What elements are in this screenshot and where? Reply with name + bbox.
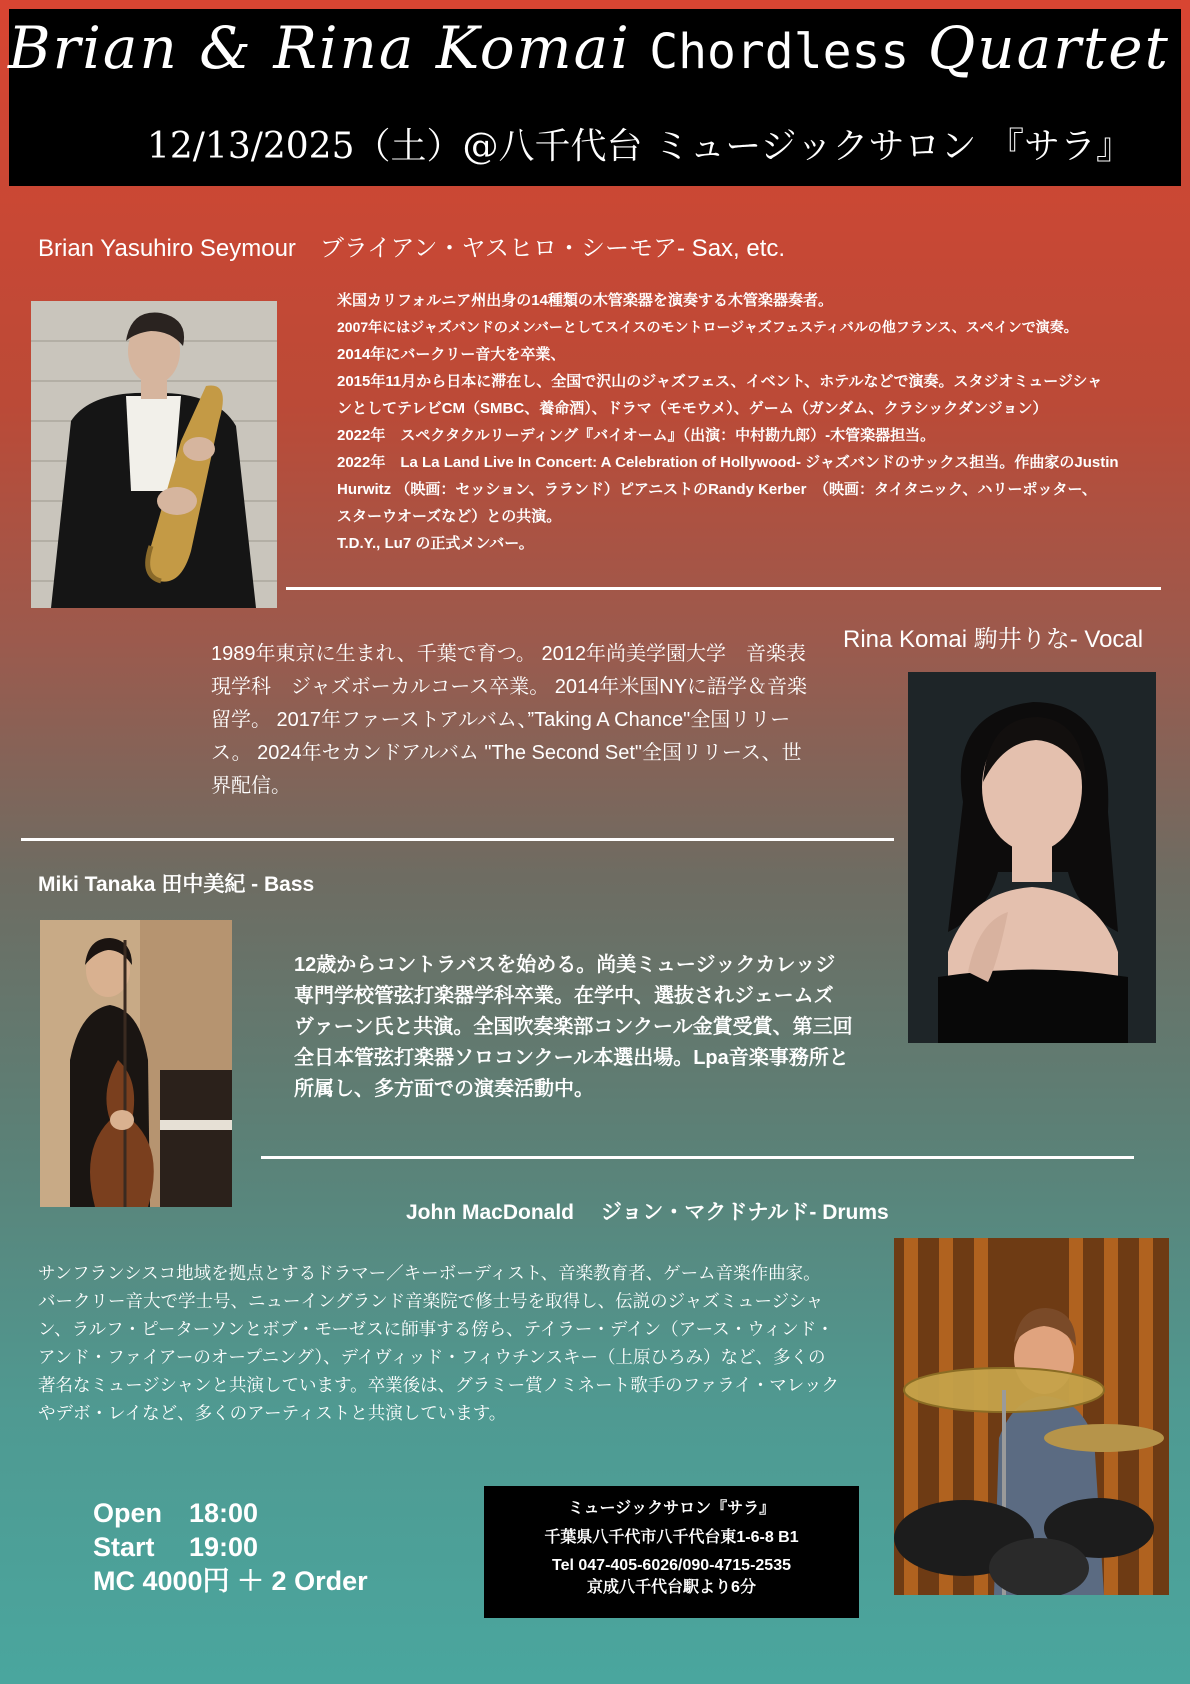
- brian-bio-line: T.D.Y., Lu7 の正式メンバー。: [337, 535, 534, 552]
- miki-bio-line: 専門学校管弦打楽器学科卒業。在学中、選抜されジェームズ: [294, 985, 834, 1007]
- miki-bio-line: 全日本管弦打楽器ソロコンクール本選出場。Lpa音楽事務所と: [294, 1047, 849, 1069]
- rina-heading: Rina Komai 駒井りな- Vocal: [843, 626, 1144, 653]
- john-bio-line: バークリー音大で学士号、ニューイングランド音楽院で修士号を取得し、伝説のジャズミュージシャ: [38, 1291, 824, 1311]
- event-times: [93, 1496, 368, 1598]
- venue-access: 京成八千代台駅より6分: [587, 1579, 756, 1596]
- miki-bio-line: 12歳からコントラバスを始める。尚美ミュージックカレッジ: [294, 954, 836, 976]
- open-time: Open 18:00: [93, 1498, 259, 1528]
- rina-bio-line: 1989年東京に生まれ、千葉で育つ。 2012年尚美学園大学 音楽表: [211, 643, 806, 665]
- brian-bio-line: 2015年11月から日本に滞在し、全国で沢山のジャズフェス、イベント、ホテルなどで演奏。スタジオミュージシャ: [337, 373, 1103, 390]
- section-divider: [286, 587, 1161, 590]
- rina-bio-line: 現学科 ジャズボーカルコース卒業。 2014年米国NYに語学＆音楽: [211, 676, 808, 698]
- john-bio-line: アンド・ファイアーのオープニング）、デイヴィッド・フィウチンスキー（上原ひろみ）など、多くの: [38, 1347, 826, 1367]
- music-charge: MC 4000円 ＋ 2 Order: [93, 1566, 368, 1596]
- rina-bio-line: 留学。 2017年ファーストアルバム、”Taking A Chance"全国リリー: [211, 709, 791, 731]
- brian-heading: Brian Yasuhiro Seymour ブライアン・ヤスヒロ・シーモア- Sax, etc.: [38, 235, 786, 262]
- rina-bio-line: ス。 2024年セカンドアルバム "The Second Set"全国リリース、世: [211, 742, 802, 764]
- miki-heading: Miki Tanaka 田中美紀 - Bass: [38, 873, 315, 896]
- band-title-mono: Chordless: [649, 24, 910, 80]
- brian-bio-line: Hurwitz （映画：セッション、ラランド）ピアニストのRandy Kerber （映画：タイタニック、ハリーポッター、: [337, 481, 1097, 498]
- john-bio-line: ン、ラルフ・ピーターソンとボブ・モーゼスに師事する傍ら、テイラー・デイン（アース・ウィンド・: [38, 1319, 834, 1339]
- brian-bio-line: 米国カリフォルニア州出身の14種類の木管楽器を演奏する木管楽器奏者。: [337, 292, 833, 309]
- miki-bio-line: 所属し、多方面での演奏活動中。: [294, 1078, 594, 1100]
- john-bio-line: サンフランシスコ地域を拠点とするドラマー／キーボーディスト、音楽教育者、ゲーム音楽作曲家。: [38, 1263, 821, 1283]
- band-title: [8, 14, 1168, 110]
- brian-bio-line: 2007年にはジャズバンドのメンバーとしてスイスのモントロージャズフェスティバルの他フランス、スペインで演奏。: [337, 319, 1078, 335]
- brian-bio-line: 2022年 スペクタクルリーディング『バイオーム』（出演：中村勘九郎）-木管楽器担当。: [337, 427, 936, 444]
- band-title-script-1: Brian & Rina Komai: [8, 14, 631, 82]
- john-bio-line: やデボ・レイなど、多くのアーティストと共演しています。: [38, 1403, 507, 1423]
- miki-bio-line: ヴァーン氏と共演。全国吹奏楽部コンクール金賞受賞、第三回: [294, 1016, 853, 1038]
- brian-photo: [31, 301, 277, 608]
- rina-bio-line: 界配信。: [211, 775, 291, 797]
- brian-bio-line: スターウオーズなど）との共演。: [337, 508, 562, 525]
- john-photo: [894, 1238, 1169, 1595]
- john-heading: John MacDonald ジョン・マクドナルド- Drums: [406, 1201, 889, 1224]
- brian-bio-line: 2022年 La La Land Live In Concert: A Celebration of Hollywood- ジャズバンドのサックス担当。作曲家のJustin: [337, 454, 1119, 471]
- band-title-script-2: Quartet: [927, 14, 1170, 82]
- venue-address: 千葉県八千代市八千代台東1-6-8 B1: [544, 1529, 799, 1546]
- venue-tel: Tel 047-405-6026/090-4715-2535: [552, 1557, 791, 1574]
- brian-bio-line: ンとしてテレビCM（SMBC、養命酒）、ドラマ（モモウメ）、ゲーム（ガンダム、クラシックダンジョン）: [337, 400, 1048, 417]
- brian-bio-line: 2014年にバークリー音大を卒業、: [337, 346, 566, 363]
- miki-photo: [40, 920, 232, 1207]
- brian-bio: [337, 287, 1167, 557]
- rina-bio: [211, 638, 831, 803]
- rina-photo: [908, 672, 1156, 1043]
- start-time: Start 19:00: [93, 1532, 259, 1562]
- venue-name: ミュージックサロン『サラ』: [567, 1500, 776, 1517]
- date-venue-line: 12/13/2025（土）@八千代台 ミュージックサロン 『サラ』: [147, 126, 1132, 167]
- section-divider: [261, 1156, 1134, 1159]
- venue-box: [484, 1486, 859, 1618]
- miki-bio: [294, 950, 874, 1105]
- section-divider: [21, 838, 894, 841]
- john-bio: [38, 1259, 878, 1427]
- john-bio-line: 著名なミュージシャンと共演しています。卒業後は、グラミー賞ノミネート歌手のファライ・マレック: [38, 1375, 840, 1395]
